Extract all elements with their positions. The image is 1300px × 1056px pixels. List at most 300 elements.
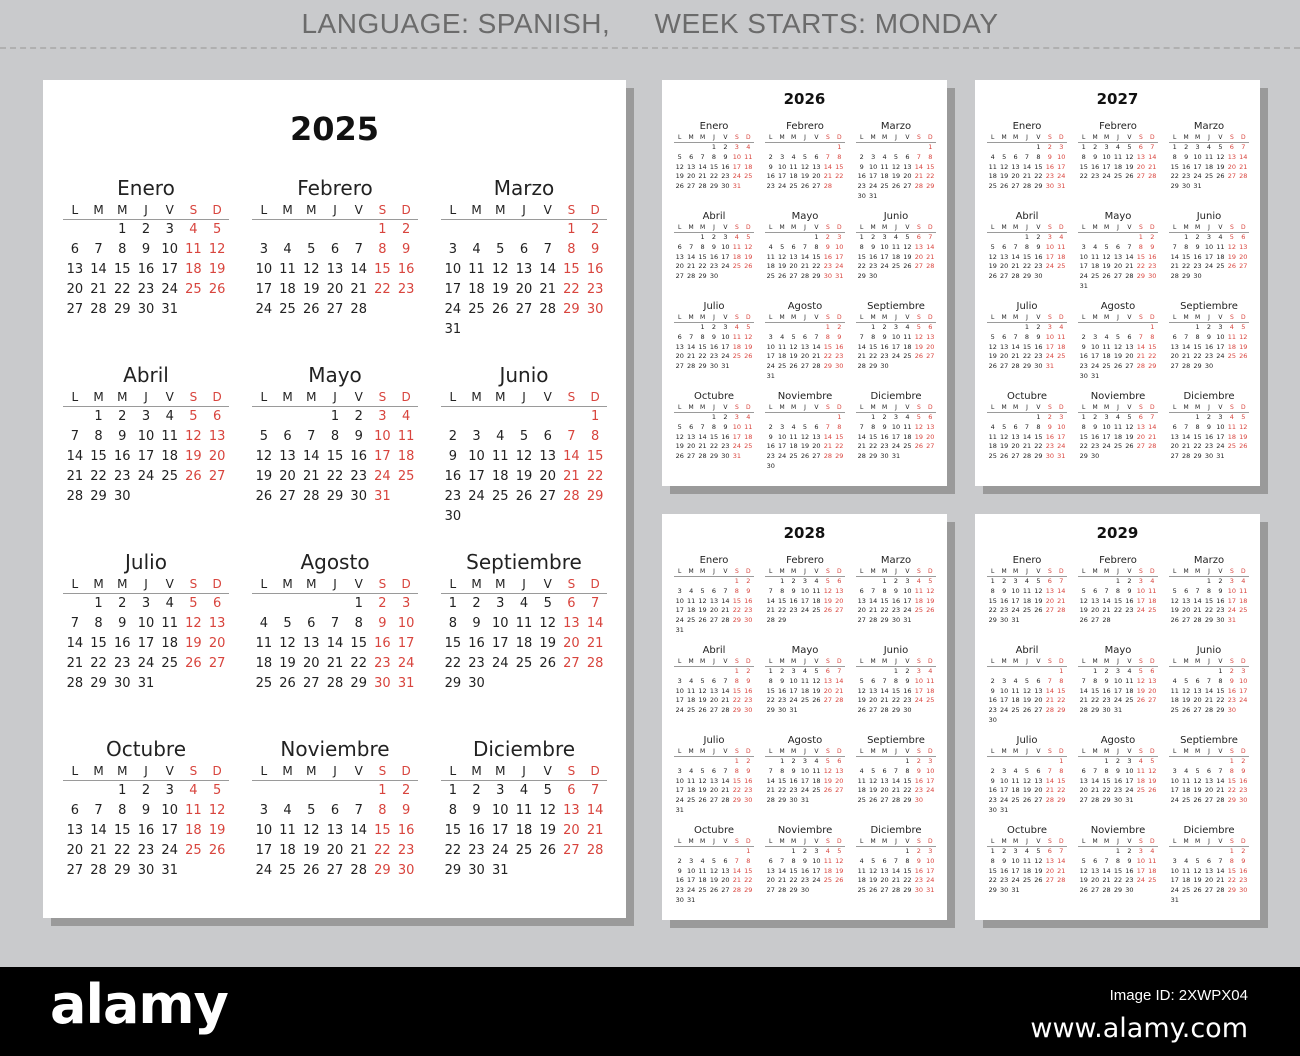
day-cell: 10	[732, 152, 741, 161]
day-cell: 6	[791, 242, 796, 251]
day-cell: 10	[374, 429, 391, 444]
day-cell: 18	[1148, 596, 1157, 605]
day-cell: 28	[350, 863, 367, 878]
day-cell: 3	[1206, 233, 1212, 241]
week-row	[987, 182, 1067, 192]
day-cell: 27	[709, 706, 719, 715]
day-cell: 28	[1181, 362, 1191, 371]
month-name: Enero	[699, 121, 729, 132]
weekday-label: L	[860, 134, 864, 141]
day-cell: 3	[1013, 577, 1018, 585]
weekday-label: D	[927, 748, 933, 755]
day-cell	[1112, 323, 1123, 333]
weekday-label: J	[1026, 404, 1028, 411]
weekday-label: S	[1047, 748, 1052, 755]
day-cell: 29	[374, 863, 391, 878]
month-name: Abril	[1015, 645, 1039, 656]
day-cell: 20	[1204, 786, 1214, 795]
day-cell: 10	[137, 429, 155, 444]
day-cell: 21	[1079, 696, 1088, 705]
day-cell	[776, 847, 787, 857]
weekday-label: S	[825, 134, 830, 141]
day-cell: 20	[66, 282, 84, 297]
day-cell: 14	[721, 686, 730, 695]
day-cell	[299, 781, 323, 801]
month-block	[63, 175, 229, 320]
day-cell: 22	[1022, 352, 1032, 361]
day-cell: 21	[1011, 262, 1020, 271]
day-cell	[1169, 323, 1180, 333]
weekday-header	[765, 133, 845, 143]
day-cell: 7	[1059, 847, 1064, 855]
day-cell: 30	[999, 616, 1009, 625]
day-cell	[205, 674, 229, 694]
day-cell: 1	[990, 847, 995, 855]
day-cell: 10	[255, 823, 273, 838]
weekday-label: D	[590, 203, 600, 217]
day-cell: 15	[350, 636, 367, 651]
weekday-label: M	[881, 314, 888, 321]
day-cell: 18	[914, 596, 923, 605]
day-cell: 23	[350, 469, 367, 484]
day-cell: 7	[1127, 242, 1132, 251]
day-cell: 12	[744, 332, 753, 341]
weekday-label: M	[870, 748, 876, 755]
day-cell: 3	[791, 667, 796, 675]
day-cell	[708, 577, 719, 587]
week-row	[674, 667, 754, 677]
day-cell: 17	[255, 282, 273, 297]
day-cell	[1021, 886, 1032, 896]
day-cell: 8	[1036, 422, 1041, 431]
day-cell: 18	[161, 449, 178, 464]
week-row	[856, 442, 936, 452]
day-cell: 2	[711, 233, 717, 241]
day-cell: 20	[914, 252, 923, 261]
day-cell	[708, 626, 719, 636]
day-cell: 8	[567, 242, 576, 257]
day-cell: 15	[374, 262, 391, 277]
day-cell: 14	[698, 432, 707, 441]
day-cell: 5	[677, 422, 682, 431]
weekday-label: M	[1001, 134, 1007, 141]
day-cell: 25	[732, 262, 741, 271]
day-cell: 20	[515, 282, 533, 297]
day-cell	[583, 507, 607, 527]
day-cell	[252, 594, 276, 614]
day-cell: 22	[709, 172, 719, 181]
day-cell: 8	[1036, 152, 1041, 161]
day-cell	[512, 861, 536, 881]
day-cell: 29	[835, 452, 844, 461]
day-cell	[1215, 182, 1226, 192]
weekday-label: D	[212, 203, 222, 217]
day-cell	[536, 320, 560, 340]
day-cell: 21	[698, 442, 707, 451]
day-cell: 17	[1057, 162, 1066, 171]
week-row	[856, 677, 936, 687]
weekday-header	[441, 201, 607, 220]
day-cell: 1	[1059, 757, 1064, 765]
day-cell	[560, 407, 584, 427]
month-block	[252, 736, 418, 881]
weekday-label: J	[895, 568, 897, 575]
week-row	[765, 847, 845, 857]
weekday-label: L	[449, 764, 457, 778]
day-cell	[182, 487, 206, 507]
weekday-label: L	[1082, 838, 1086, 845]
day-cell: 12	[777, 252, 787, 261]
week-row	[674, 597, 754, 607]
day-cell: 13	[539, 449, 556, 464]
day-cell: 25	[812, 786, 821, 795]
weekday-label: V	[543, 764, 552, 778]
day-cell	[1033, 616, 1044, 626]
day-cell: 3	[378, 409, 387, 424]
day-cell: 27	[1045, 606, 1054, 615]
day-cell: 21	[66, 656, 84, 671]
day-cell: 25	[789, 182, 798, 191]
day-cell	[1010, 716, 1021, 726]
week-row	[1078, 687, 1158, 697]
day-cell: 16	[1204, 432, 1214, 441]
day-cell	[1033, 757, 1044, 767]
day-cell	[776, 372, 787, 382]
week-row	[1169, 442, 1249, 452]
day-cell: 28	[926, 262, 935, 271]
day-cell: 16	[1216, 596, 1225, 605]
weekday-label: S	[189, 577, 198, 591]
day-cell: 2	[1218, 577, 1223, 585]
day-cell: 12	[255, 449, 273, 464]
day-cell: 17	[1011, 596, 1020, 605]
day-cell: 12	[1034, 856, 1043, 865]
day-cell: 11	[988, 432, 997, 441]
week-row	[765, 452, 845, 462]
day-cell	[560, 861, 584, 881]
day-cell: 5	[1195, 766, 1200, 775]
day-cell: 18	[823, 866, 832, 875]
day-cell: 22	[1227, 786, 1236, 795]
weekday-label: D	[927, 568, 933, 575]
day-cell: 5	[1036, 577, 1041, 585]
month-name: Agosto	[1100, 301, 1136, 312]
week-row	[63, 260, 229, 280]
day-cell: 29	[891, 706, 901, 715]
day-cell: 9	[1218, 586, 1223, 595]
day-cell: 21	[1057, 866, 1066, 875]
day-cell: 21	[686, 262, 696, 271]
day-cell: 13	[1193, 686, 1202, 695]
day-cell: 10	[1170, 866, 1179, 875]
day-cell: 9	[401, 242, 411, 257]
day-cell	[1056, 886, 1067, 896]
day-cell: 11	[800, 676, 810, 685]
weekday-label: D	[1149, 658, 1155, 665]
month-name: Octubre	[1006, 825, 1048, 836]
month-name: Mayo	[308, 363, 362, 387]
day-cell: 23	[1125, 876, 1134, 885]
week-row	[674, 423, 754, 433]
day-cell: 11	[279, 262, 296, 277]
day-cell: 9	[1002, 586, 1007, 595]
day-cell: 25	[800, 696, 810, 705]
day-cell: 25	[1011, 706, 1020, 715]
day-cell: 20	[1170, 442, 1179, 451]
week-row	[674, 677, 754, 687]
day-cell	[205, 300, 229, 320]
month-name: Febrero	[786, 121, 824, 132]
day-cell: 7	[700, 152, 705, 161]
day-cell: 26	[777, 272, 787, 281]
week-row	[1078, 452, 1158, 462]
weekday-label: M	[688, 658, 694, 665]
day-cell: 2	[1241, 757, 1246, 765]
day-cell	[1147, 372, 1158, 382]
week-row	[765, 786, 845, 796]
weekday-label: S	[1047, 658, 1052, 665]
day-cell: 28	[1090, 796, 1100, 805]
day-cell: 5	[189, 409, 198, 424]
day-cell: 15	[732, 596, 741, 605]
week-row	[1169, 172, 1249, 182]
day-cell: 10	[444, 262, 462, 277]
day-cell	[913, 192, 924, 202]
day-cell: 25	[185, 282, 202, 297]
month-name: Agosto	[787, 301, 823, 312]
day-cell: 15	[698, 252, 707, 261]
week-row	[1078, 587, 1158, 597]
day-cell: 18	[988, 172, 997, 181]
day-cell: 13	[686, 162, 696, 171]
day-cell: 10	[255, 262, 273, 277]
day-cell: 9	[1206, 332, 1212, 341]
month-block	[674, 120, 754, 192]
day-cell: 18	[926, 686, 935, 695]
day-cell: 19	[988, 262, 997, 271]
week-row	[856, 253, 936, 263]
weekday-label: J	[895, 134, 897, 141]
weekday-label: J	[144, 203, 148, 217]
week-row	[674, 182, 754, 192]
day-cell: 1	[871, 323, 876, 331]
day-cell: 14	[66, 449, 84, 464]
day-cell: 12	[1148, 766, 1157, 775]
day-cell: 9	[472, 803, 481, 818]
day-cell: 15	[766, 686, 775, 695]
day-cell: 9	[711, 332, 717, 341]
day-cell: 22	[732, 786, 741, 795]
weekday-label: S	[825, 838, 830, 845]
day-cell: 10	[1125, 766, 1134, 775]
day-cell: 24	[1193, 172, 1202, 181]
day-cell: 29	[868, 452, 878, 461]
week-row	[1078, 796, 1158, 806]
weekday-label: D	[1058, 134, 1064, 141]
day-cell: 11	[732, 332, 741, 341]
weekday-label: J	[804, 134, 806, 141]
day-cell	[811, 706, 822, 716]
day-cell: 25	[255, 676, 273, 691]
day-cell	[913, 143, 924, 153]
week-row	[252, 280, 418, 300]
day-cell	[1238, 706, 1249, 716]
day-cell	[743, 182, 754, 192]
day-cell: 28	[563, 489, 580, 504]
day-cell: 16	[868, 252, 878, 261]
day-cell	[1101, 323, 1112, 333]
day-cell: 15	[988, 596, 997, 605]
day-cell: 29	[744, 886, 753, 895]
day-cell: 7	[928, 233, 933, 241]
day-cell: 5	[543, 783, 552, 798]
day-cell: 20	[563, 636, 580, 651]
day-cell: 19	[914, 432, 923, 441]
day-cell: 1	[1229, 847, 1234, 855]
day-cell: 4	[401, 409, 411, 424]
day-cell	[1238, 452, 1249, 462]
day-cell: 1	[1184, 233, 1189, 241]
day-cell: 27	[1079, 796, 1088, 805]
day-cell: 16	[988, 696, 997, 705]
day-cell: 6	[814, 422, 819, 431]
day-cell: 7	[1195, 586, 1200, 595]
day-cell: 31	[789, 706, 798, 715]
day-cell	[1226, 272, 1237, 282]
day-cell: 31	[492, 863, 509, 878]
day-cell	[1147, 796, 1158, 806]
day-cell: 24	[161, 843, 178, 858]
day-cell	[1215, 272, 1226, 282]
week-row	[987, 433, 1067, 443]
day-cell: 26	[903, 262, 912, 271]
day-cell	[743, 896, 754, 906]
weekday-header	[441, 575, 607, 594]
weekday-label: V	[905, 404, 910, 411]
day-cell: 2	[590, 222, 600, 237]
day-cell: 25	[161, 656, 178, 671]
day-cell: 25	[744, 442, 753, 451]
day-cell: 18	[468, 282, 485, 297]
day-cell: 18	[1181, 786, 1191, 795]
day-cell: 25	[468, 302, 485, 317]
weekday-header	[856, 223, 936, 233]
day-cell: 27	[812, 182, 821, 191]
day-cell: 10	[1136, 856, 1145, 865]
day-cell: 19	[1239, 342, 1248, 351]
day-cell: 2	[401, 783, 411, 798]
day-cell: 16	[789, 776, 798, 785]
weekday-label: V	[723, 568, 728, 575]
day-cell	[252, 781, 276, 801]
day-cell: 23	[1045, 442, 1054, 451]
weekday-label: J	[1026, 134, 1028, 141]
day-cell: 15	[835, 432, 844, 441]
month-block	[856, 644, 936, 716]
day-cell: 4	[859, 766, 864, 775]
day-cell: 16	[114, 636, 131, 651]
day-cell: 27	[880, 886, 889, 895]
day-cell: 3	[1138, 847, 1143, 855]
day-cell	[890, 143, 901, 153]
week-row	[674, 777, 754, 787]
day-cell: 25	[914, 606, 923, 615]
day-cell: 24	[868, 182, 878, 191]
day-cell: 11	[1227, 332, 1236, 341]
day-cell: 5	[307, 803, 316, 818]
weekday-header	[987, 837, 1067, 847]
weekday-label: L	[769, 404, 773, 411]
weekday-label: J	[804, 838, 806, 845]
day-cell: 7	[1013, 332, 1018, 341]
day-cell: 29	[444, 676, 462, 691]
week-row	[856, 272, 936, 282]
day-cell: 6	[1184, 586, 1189, 595]
day-cell	[276, 781, 300, 801]
week-row	[252, 654, 418, 674]
day-cell: 18	[777, 352, 787, 361]
week-row	[765, 423, 845, 433]
weekday-label: S	[734, 748, 739, 755]
weekday-label: M	[870, 314, 876, 321]
weekday-label: V	[1218, 224, 1223, 231]
day-cell	[913, 452, 924, 462]
weekday-header	[1169, 403, 1249, 413]
day-cell	[788, 462, 799, 472]
day-cell: 30	[744, 616, 753, 625]
day-cell: 29	[1034, 452, 1043, 461]
day-cell	[834, 796, 845, 806]
day-cell: 9	[472, 616, 481, 631]
weekday-label: J	[1026, 314, 1028, 321]
day-cell: 23	[397, 843, 415, 858]
day-cell: 27	[721, 886, 730, 895]
day-cell: 7	[1241, 143, 1246, 151]
weekday-label: L	[1173, 224, 1177, 231]
day-cell	[856, 323, 867, 333]
day-cell	[1101, 847, 1112, 857]
day-cell: 26	[1079, 616, 1088, 625]
day-cell: 4	[746, 143, 751, 151]
weekday-label: M	[1092, 314, 1098, 321]
day-cell: 29	[1170, 182, 1179, 191]
day-cell: 30	[1216, 616, 1225, 625]
day-cell	[1089, 282, 1100, 292]
day-cell: 5	[189, 596, 198, 611]
day-cell: 13	[835, 586, 844, 595]
day-cell: 11	[744, 152, 753, 161]
day-cell: 19	[303, 282, 320, 297]
day-cell: 13	[675, 342, 684, 351]
weekday-header	[856, 747, 936, 757]
weekday-label: J	[895, 658, 897, 665]
day-cell: 27	[766, 886, 775, 895]
weekday-label: D	[745, 404, 751, 411]
day-cell	[788, 323, 799, 333]
week-row	[765, 606, 845, 616]
weekday-label: L	[449, 577, 457, 591]
month-name: Septiembre	[466, 550, 582, 574]
day-cell: 27	[880, 796, 889, 805]
week-row	[1169, 163, 1249, 173]
day-cell: 24	[397, 656, 415, 671]
week-row	[252, 674, 418, 694]
weekday-label: V	[1218, 568, 1223, 575]
day-cell: 19	[823, 776, 832, 785]
week-row	[765, 687, 845, 697]
weekday-label: M	[1103, 658, 1110, 665]
day-cell: 19	[823, 596, 832, 605]
